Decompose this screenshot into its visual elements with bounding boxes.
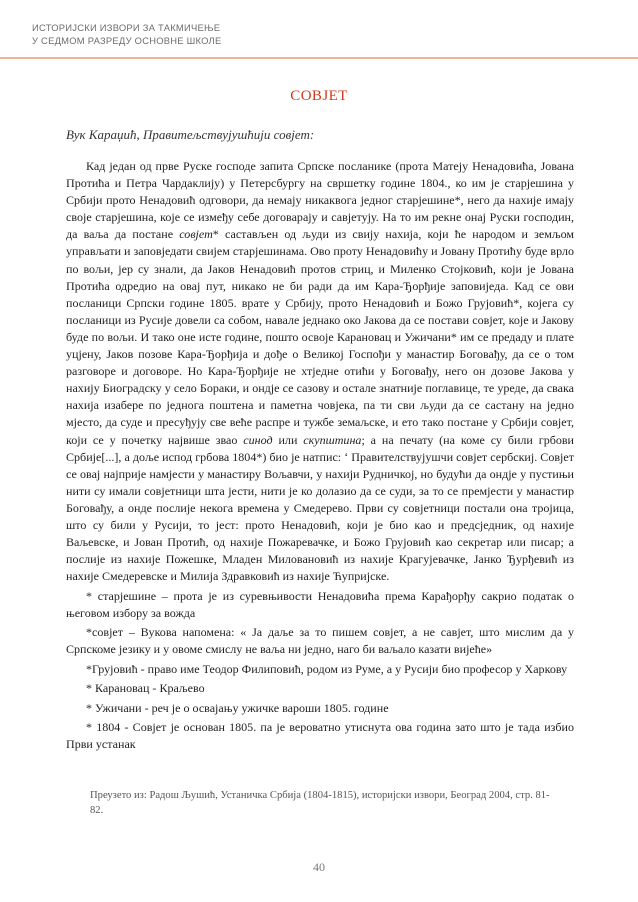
term-skupstina: скупштина	[303, 432, 362, 447]
main-paragraph	[66, 158, 574, 585]
running-header-line-1: ИСТОРИЈСКИ ИЗВОРИ ЗА ТАКМИЧЕЊЕ	[32, 22, 221, 33]
running-header	[32, 22, 221, 47]
footnote-5: * Ужичани - реч је о освајању ужичке вароши 1805. године	[86, 700, 389, 715]
footnote-2: *совјет – Вукова напомена: « Ја даље за то пишем совјет, а не савјет, што мислим да у Српскоме језику и у овоме смислу не ваља ни једно, наго би ваљало казати вијеће»	[66, 625, 574, 657]
main-text-part-1: Кад један од прве Руске господе запита Српске посланике (прота Матеју Ненадовића, Јована Протића и Петра Чардаклију) у Петерсбургу на свршетку године 1804., ко им је старјешина у Србији прото Ненадовић одговори, да немају никаквога једног старјешине*, него да нахије имају своје старјешина, које се између себе договарају и савјетују. На то им рекне онај Руски господин, да ваља да постане	[66, 159, 574, 242]
term-sovjet: совјет	[179, 227, 213, 242]
footnote-3: *Грујовић - право име Теодор Филиповић, родом из Руме, а у Русији био професор у Харкову	[86, 661, 568, 676]
header-rule	[0, 57, 638, 59]
main-text-connector: или	[272, 432, 304, 447]
page-number: 40	[313, 860, 325, 874]
body-text	[66, 158, 574, 754]
author-line: Вук Караџић, Правитељствујушћији совјет:	[66, 127, 315, 142]
footnote-1: * старјешине – прота је из суревњивости Ненадовића према Карађорђу сакрио податак о његовом избору за вожда	[66, 588, 574, 620]
footnote-4: * Карановац - Краљево	[86, 681, 205, 696]
main-text-part-2: * састављен од људи из свију нахија, који ће народом и земљом управљати и заповједати свијем старјешинама. Ово проту Ненадовићу и Јовану Протићу буде врло по вољи, јер су знали, да Јаков Ненадовић протов стриц, и Миленко Стојковић, који је Јована Протића одредио на овај пут, никако не би ради да им Кара-Ђорђије заповиједа. Кад се ови посланици Српски године 1805. врате у Србију, прото Ненадовић и Божо Грујовић*, којега су посланици из Русије довели са собом, навале једнако око Јакова да се постави совјет, које и Јакову буде по вољи. И тако оне исте године, пошто освоје Карановац и Ужичани* им се предаду и плате уцјену, Јаков позове Кара-Ђорђија и дође о Великој Госпођи у манастир Боговађу, да се о том разговоре и договоре. Но Кара-Ђорђије не хтједне отићи у Боговађу, него он дозове Јакова у нахију Биоградску у село Бораки, и ондје се сазову и остале знатније поглавице, те уреде, да свака нахија изабере по једнога поштена и паметна човјека, па ти сви људи да се састану на једно мјесто, да суде и пресуђују све веће распре и тужбе земаљске, и ето тако постане у Србији совјет, који се у почетку највише звао	[66, 227, 574, 447]
term-sinod: синод	[243, 432, 273, 447]
running-header-line-2: У СЕДМОМ РАЗРЕДУ ОСНОВНЕ ШКОЛЕ	[32, 34, 222, 46]
page-title: СОВЈЕТ	[290, 88, 348, 104]
main-text-part-3: ; а на печату (на коме су били грбови Србије[...], а доље испод грбова 1804*) био је натпис: ‘ Правителствујушчи совјет сербскиј. Совјет се овај најприје намјести у манастиру Вољавчи, у нахији Рудничкој, но будући да ондје у пустињи нити су имали совјетници шта јести, нити је ко долазио да се суди, за то се премјести у манастир Боговађу, а онде послије некога времена у Смедерево. Први су совјетници постали она тројица, што су били у Русији, то јест: прото Ненадовић, који је био као и предсједник, од нахије Ваљевске, и Јован Протић, од нахије Пожаревачке, и Божо Грујовић као секретар или писар; а послије из нахије Пожешке, Младен Миловановић из нахије Крагујевачке, Јанко Ђурђевић из нахије Смедеревске и Милија Здравковић из нахије Ћупријске.	[66, 432, 574, 584]
source-note: Преузето из: Радош Љушић, Устаничка Србија (1804-1815), историјски извори, Београд 2004, стр. 81-82.	[90, 790, 550, 816]
footnote-6: * 1804 - Совјет је основан 1805. па је вероватно утиснута ова година зато што је тада избио Први устанак	[66, 720, 574, 752]
